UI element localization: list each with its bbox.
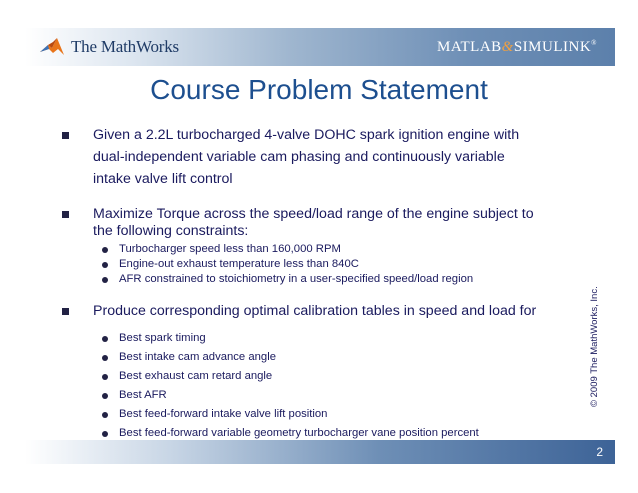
bullet-calibration-tables <box>58 301 578 321</box>
brand-matlab: MATLAB <box>436 39 502 55</box>
mathworks-logo-text: The MathWorks <box>71 37 179 56</box>
brand-ampersand: & <box>501 39 514 55</box>
round-bullet-icon <box>102 355 108 361</box>
round-bullet-icon <box>102 431 108 437</box>
sub-bullet-text: Turbocharger speed less than 160,000 RPM <box>119 243 341 255</box>
round-bullet-icon <box>102 262 108 268</box>
sub-bullet <box>58 242 578 257</box>
bullet-line: Given a 2.2L turbocharged 4-valve DOHC spark ignition engine with <box>93 127 520 143</box>
brand-simulink: SIMULINK <box>513 39 592 55</box>
round-bullet-icon <box>102 374 108 380</box>
bullet-maximize-torque <box>58 206 578 240</box>
square-bullet-icon <box>62 211 69 218</box>
bullet-engine <box>58 124 578 190</box>
slide-content <box>58 124 578 443</box>
sub-bullet <box>58 405 578 424</box>
matlab-simulink-brand <box>437 39 597 56</box>
copyright-notice: © 2009 The MathWorks, Inc. <box>589 286 600 407</box>
sub-bullet-text: Best AFR <box>119 389 167 401</box>
header-band <box>25 28 615 66</box>
sub-bullet <box>58 272 578 287</box>
sub-bullet <box>58 257 578 272</box>
sub-bullet-text: Best feed-forward variable geometry turbocharger vane position percent <box>119 427 479 439</box>
round-bullet-icon <box>102 247 108 253</box>
sub-bullet <box>58 386 578 405</box>
bullet-line: the following constraints: <box>93 223 249 239</box>
bullet-line: dual-independent variable cam phasing and continuously variable <box>93 149 505 165</box>
round-bullet-icon <box>102 393 108 399</box>
brand-registered: ® <box>591 39 597 47</box>
slide-title: Course Problem Statement <box>150 74 488 105</box>
bullet-line: Produce corresponding optimal calibration tables in speed and load for <box>93 303 537 319</box>
sub-bullet-text: Engine-out exhaust temperature less than 840C <box>119 258 359 270</box>
sub-bullet-text: AFR constrained to stoichiometry in a user-specified speed/load region <box>119 273 474 285</box>
bullet-line: intake valve lift control <box>93 171 233 187</box>
square-bullet-icon <box>62 132 69 139</box>
page-number: 2 <box>596 445 603 459</box>
sub-bullet-text: Best feed-forward intake valve lift position <box>119 408 328 420</box>
sub-bullet <box>58 329 578 348</box>
footer-band <box>25 440 615 464</box>
sub-bullet <box>58 367 578 386</box>
square-bullet-icon <box>62 308 69 315</box>
round-bullet-icon <box>102 277 108 283</box>
sub-bullet-text: Best exhaust cam retard angle <box>119 370 273 382</box>
sub-bullet <box>58 348 578 367</box>
bullet-line: Maximize Torque across the speed/load range of the engine subject to <box>93 206 534 222</box>
mathworks-logo-icon <box>39 36 65 58</box>
sub-bullet-text: Best intake cam advance angle <box>119 351 276 363</box>
round-bullet-icon <box>102 412 108 418</box>
round-bullet-icon <box>102 336 108 342</box>
sub-bullet-text: Best spark timing <box>119 332 206 344</box>
